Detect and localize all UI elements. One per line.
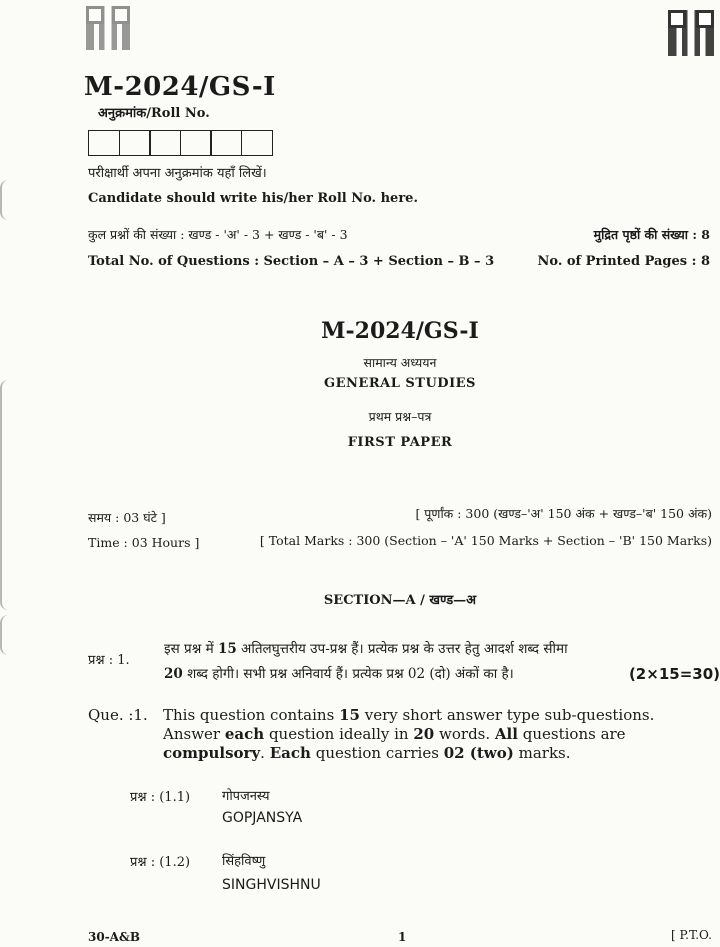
hindi-text-group: [164, 662, 514, 687]
word-limit: 20: [413, 725, 435, 743]
footer-code: 30-A&B: [88, 930, 140, 944]
emphasis: compulsory: [163, 744, 261, 762]
english-roll-instruction: Candidate should write his/her Roll No. here.: [88, 191, 418, 206]
hindi-text: अतिलघुत्तरीय उप-प्रश्न हैं। प्रत्येक प्रश्न के उत्तर हेतु आदर्श शब्द सीमा: [241, 641, 568, 657]
text: very short answer type sub-questions. Answer: [163, 706, 655, 743]
roll-digit-box[interactable]: [180, 130, 212, 156]
roll-digit-box[interactable]: [149, 130, 181, 156]
text: questions are: [522, 725, 626, 743]
subquestion-number: प्रश्न : (1.2): [130, 855, 191, 870]
emphasis: All: [494, 725, 518, 743]
subquestion-english: SINGHVISHNU: [222, 877, 321, 893]
margin-scribble: [0, 615, 16, 655]
roll-digit-box[interactable]: [119, 130, 151, 156]
subquestion-hindi: सिंहविष्णु: [222, 854, 266, 869]
english-time: Time : 03 Hours ]: [88, 535, 200, 550]
margin-scribble: [0, 180, 16, 220]
title-paper-code: M-2024/GS-I: [321, 318, 479, 344]
section-title: SECTION—A / खण्ड—अ: [323, 593, 477, 608]
hindi-count: 15: [217, 641, 237, 657]
paper-code: M-2024/GS-I: [84, 72, 276, 102]
qr-code-icon: [668, 10, 714, 56]
page-number: 1: [398, 930, 407, 944]
hindi-question-line: [164, 662, 720, 687]
english-total-marks: [ Total Marks : 300 (Section – 'A' 150 Marks + Section – 'B' 150 Marks): [259, 533, 712, 548]
text: words.: [439, 725, 491, 743]
emphasis: Each: [269, 744, 311, 762]
question-marks: (2×15=30): [628, 665, 720, 683]
text: marks.: [518, 744, 571, 762]
english-question-number: Que. :1.: [88, 706, 148, 724]
pto-label: [ P.T.O.: [671, 928, 712, 942]
english-paper: FIRST PAPER: [347, 435, 453, 450]
hindi-question-text: [164, 637, 720, 687]
hindi-total-marks: [ पूर्णांक : 300 (खण्ड–'अ' 150 अंक + खण्ड–'ब' 150 अंक): [415, 506, 712, 521]
hindi-question-line: [164, 637, 720, 662]
text: This question contains: [163, 706, 335, 724]
subquestion-number: प्रश्न : (1.1): [130, 790, 191, 805]
hindi-time: समय : 03 घंटे ]: [88, 510, 166, 525]
text: .: [260, 744, 265, 762]
english-question-text: [163, 706, 711, 763]
text: question ideally in: [268, 725, 409, 743]
roll-number-label: अनुक्रमांक/Roll No.: [98, 106, 210, 121]
roll-digit-box[interactable]: [210, 130, 242, 156]
hindi-word-limit: 20: [164, 666, 183, 682]
hindi-printed-pages: मुद्रित पृष्ठों की संख्या : 8: [593, 227, 710, 242]
hindi-question-number: प्रश्न : 1.: [88, 653, 130, 668]
text: question carries: [315, 744, 439, 762]
hindi-paper: प्रथम प्रश्न–पत्र: [368, 409, 432, 424]
hindi-text: इस प्रश्न में: [164, 641, 214, 657]
english-subject: GENERAL STUDIES: [324, 376, 476, 391]
hindi-total-questions: कुल प्रश्नों की संख्या : खण्ड - 'अ' - 3 + खण्ड - 'ब' - 3: [88, 227, 348, 242]
marks-emphasis: 02 (two): [443, 744, 514, 762]
roll-digit-box[interactable]: [241, 130, 273, 156]
qr-code-icon: [86, 6, 130, 50]
subquestion-english: GOPJANSYA: [222, 810, 303, 826]
count: 15: [339, 706, 360, 724]
roll-number-boxes[interactable]: [88, 130, 271, 156]
hindi-subject: सामान्य अध्ययन: [363, 355, 437, 370]
english-total-questions: Total No. of Questions : Section – A – 3 + Section – B – 3: [88, 254, 495, 269]
hindi-text: शब्द होगी। सभी प्रश्न अनिवार्य हैं। प्रत्येक प्रश्न 02 (दो) अंकों का है।: [187, 666, 514, 682]
emphasis: each: [224, 725, 265, 743]
hindi-roll-instruction: परीक्षार्थी अपना अनुक्रमांक यहाँ लिखें।: [88, 166, 267, 181]
subquestion-hindi: गोपजनस्य: [222, 789, 270, 804]
english-printed-pages: No. of Printed Pages : 8: [537, 254, 710, 269]
roll-digit-box[interactable]: [88, 130, 120, 156]
